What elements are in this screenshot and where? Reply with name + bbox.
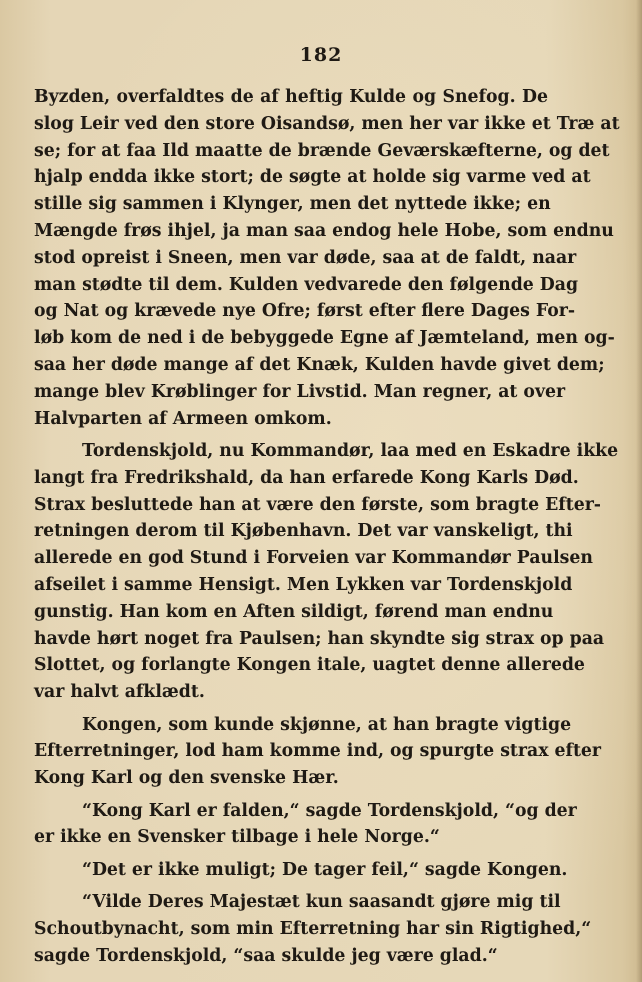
text-line: er ikke en Svensker tilbage i hele Norge.“ [34, 827, 440, 848]
text-line: Slottet, og forlangte Kongen itale, uagtet denne allerede [34, 655, 585, 676]
body-text [34, 84, 620, 969]
text-line: afseilet i samme Hensigt. Men Lykken var Tordenskjold [34, 574, 573, 595]
text-line: Efterretninger, lod ham komme ind, og spurgte strax efter [34, 741, 602, 762]
text-line: “Det er ikke muligt; De tager feil,“ sagde Kongen. [82, 859, 568, 880]
text-line: retningen derom til Kjøbenhavn. Det var vanskeligt, thi [34, 521, 573, 542]
text-line: “Kong Karl er falden,“ sagde Tordenskjold, “og der [82, 800, 577, 821]
text-line: slog Leir ved den store Oisandsø, men her var ikke et Træ at [34, 113, 620, 134]
text-line: Kong Karl og den svenske Hær. [34, 768, 339, 789]
text-line: mange blev Krøblinger for Livstid. Man regner, at over [34, 381, 566, 402]
text-line: Schoutbynacht, som min Efterretning har sin Rigtighed,“ [34, 918, 592, 939]
text-line: Kongen, som kunde skjønne, at han bragte vigtige [82, 714, 572, 735]
text-line: man stødte til dem. Kulden vedvarede den følgende Dag [34, 274, 579, 295]
text-line: Mængde frøs ihjel, ja man saa endog hele Hobe, som endnu [34, 220, 614, 241]
text-line: løb kom de ned i de bebyggede Egne af Jæmteland, men og- [34, 328, 615, 349]
text-line: “Vilde Deres Majestæt kun saasandt gjøre mig til [82, 892, 561, 913]
paragraph [34, 889, 592, 969]
paragraph [34, 712, 602, 792]
paragraph [34, 857, 568, 884]
paragraph [34, 438, 619, 706]
text-line: Strax besluttede han at være den første, som bragte Efter- [34, 494, 601, 515]
text-line: allerede en god Stund i Forveien var Kommandør Paulsen [34, 548, 593, 569]
page-number: 182 [299, 44, 343, 66]
text-line: Tordenskjold, nu Kommandør, laa med en Eskadre ikke [82, 440, 619, 461]
text-line: hjalp endda ikke stort; de søgte at holde sig varme ved at [34, 167, 591, 188]
text-line: og Nat og krævede nye Ofre; først efter flere Dages For- [34, 301, 576, 322]
text-line: Byzden, overfaldtes de af heftig Kulde og Snefog. De [34, 87, 548, 107]
paragraph [34, 798, 577, 852]
text-line: stille sig sammen i Klynger, men det nyttede ikke; en [34, 194, 551, 215]
text-line: Halvparten af Armeen omkom. [34, 408, 332, 429]
paragraph [34, 84, 620, 432]
text-line: gunstig. Han kom en Aften sildigt, førend man endnu [34, 601, 554, 622]
text-line: stod opreist i Sneen, men var døde, saa at de faldt, naar [34, 247, 577, 268]
text-line: langt fra Fredrikshald, da han erfarede Kong Karls Død. [34, 467, 579, 488]
text-line: var halvt afklædt. [34, 682, 205, 703]
text-line: havde hørt noget fra Paulsen; han skyndte sig strax op paa [34, 628, 605, 649]
page-edge-shadow [636, 0, 642, 982]
text-line: saa her døde mange af det Knæk, Kulden havde givet dem; [34, 354, 605, 375]
text-line: sagde Tordenskjold, “saa skulde jeg være glad.“ [34, 945, 498, 966]
text-line: se; for at faa Ild maatte de brænde Geværskæfterne, og det [34, 140, 610, 161]
